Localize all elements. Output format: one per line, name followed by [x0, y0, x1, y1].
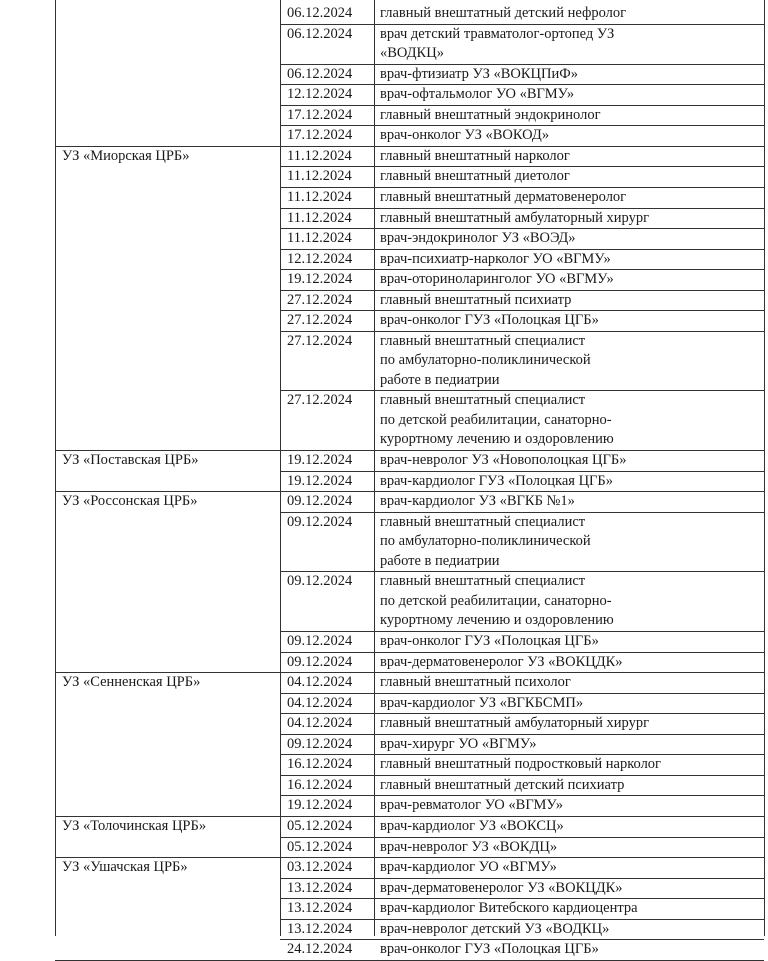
specialist-cell — [380, 472, 613, 492]
visit-date: 04.12.2024 — [287, 694, 353, 711]
specialist-line: врач-дерматовенеролог УЗ «ВОКЦДК» — [380, 879, 623, 896]
specialist-cell — [380, 65, 578, 85]
specialist-cell — [380, 188, 626, 208]
specialist-line: врач-кардиолог УЗ «ВГКБСМП» — [380, 694, 584, 711]
specialist-cell — [380, 332, 591, 391]
visit-date: 11.12.2024 — [287, 147, 352, 164]
specialist-cell — [380, 735, 536, 755]
visit-date: 16.12.2024 — [287, 756, 353, 773]
specialist-cell — [380, 653, 623, 673]
specialist-cell — [380, 632, 599, 652]
specialist-line: главный внештатный специалист — [380, 332, 586, 349]
specialist-cell — [380, 755, 661, 775]
specialist-line: врач-оториноларинголог УО «ВГМУ» — [380, 271, 614, 288]
visit-date: 09.12.2024 — [287, 513, 353, 530]
specialist-line: работе в педиатрии — [380, 552, 500, 569]
specialist-line: врач-кардиолог Витебского кардиоцентра — [380, 900, 638, 917]
specialist-cell — [380, 513, 591, 572]
institution-cell: УЗ «Ушачская ЦРБ» — [62, 859, 188, 876]
visit-date: 27.12.2024 — [287, 332, 353, 349]
visit-date: 06.12.2024 — [287, 5, 353, 21]
specialist-line: главный внештатный специалист — [380, 392, 586, 409]
visit-date: 19.12.2024 — [287, 452, 353, 469]
visit-date: 13.12.2024 — [287, 900, 353, 917]
visit-date: 09.12.2024 — [287, 573, 353, 590]
visit-date: 06.12.2024 — [287, 25, 353, 42]
visit-date: 11.12.2024 — [287, 209, 352, 226]
visit-date: 11.12.2024 — [287, 230, 352, 247]
specialist-cell — [380, 817, 564, 837]
institution-cell: УЗ «Толочинская ЦРБ» — [62, 818, 207, 834]
specialist-cell — [380, 776, 624, 796]
specialist-line: «ВОДКЦ» — [380, 45, 444, 62]
specialist-cell — [380, 838, 557, 858]
specialist-line: по детской реабилитации, санаторно- — [380, 592, 612, 609]
specialist-cell — [380, 229, 575, 249]
specialist-line: работе в педиатрии — [380, 371, 500, 388]
visit-date: 09.12.2024 — [287, 653, 353, 670]
institution-cell: УЗ «Поставская ЦРБ» — [62, 452, 199, 469]
specialist-line: главный внештатный эндокринолог — [380, 106, 601, 123]
specialist-line: врач-эндокринолог УЗ «ВОЭД» — [380, 230, 576, 247]
specialist-cell — [380, 147, 570, 167]
specialist-line: главный внештатный психиатр — [380, 291, 572, 308]
specialist-cell — [380, 85, 574, 105]
visit-date: 09.12.2024 — [287, 493, 353, 510]
specialist-line: врач детский травматолог-ортопед УЗ — [380, 25, 615, 42]
visit-date: 12.12.2024 — [287, 250, 353, 267]
specialist-line: главный внештатный амбулаторный хирург — [380, 715, 650, 732]
specialist-cell — [380, 4, 626, 24]
specialist-line: врач-фтизиатр УЗ «ВОКЦПиФ» — [380, 65, 578, 82]
specialist-cell — [380, 694, 583, 714]
specialist-line: врач-онколог ГУЗ «Полоцкая ЦГБ» — [380, 312, 599, 329]
specialist-line: главный внештатный психолог — [380, 674, 571, 691]
visit-date: 04.12.2024 — [287, 715, 353, 732]
specialist-line: главный внештатный нарколог — [380, 147, 570, 164]
visit-date: 19.12.2024 — [287, 472, 353, 489]
specialist-line: врач-офтальмолог УО «ВГМУ» — [380, 86, 575, 103]
visit-date: 05.12.2024 — [287, 838, 353, 855]
visit-date: 13.12.2024 — [287, 920, 353, 937]
visit-date: 17.12.2024 — [287, 106, 353, 123]
specialist-cell — [380, 311, 599, 331]
visit-date: 27.12.2024 — [287, 392, 353, 409]
specialist-line: по детской реабилитации, санаторно- — [380, 411, 612, 428]
specialist-cell — [380, 796, 563, 816]
visit-date: 27.12.2024 — [287, 312, 353, 329]
specialist-line: главный внештатный специалист — [380, 573, 586, 590]
visit-date: 06.12.2024 — [287, 65, 353, 82]
visit-date: 19.12.2024 — [287, 797, 353, 814]
specialist-cell — [380, 879, 623, 899]
specialist-line: врач-кардиолог УЗ «ВГКБ №1» — [380, 493, 575, 510]
specialist-cell — [380, 167, 570, 187]
specialist-cell — [380, 250, 611, 270]
visit-date: 19.12.2024 — [287, 271, 353, 288]
institution-cell: УЗ «Миорская ЦРБ» — [62, 147, 190, 164]
visit-date: 05.12.2024 — [287, 818, 353, 834]
specialist-cell — [380, 209, 649, 229]
column-divider — [374, 0, 375, 936]
specialist-cell — [380, 270, 614, 290]
specialist-line: главный внештатный диетолог — [380, 168, 570, 185]
visit-date: 03.12.2024 — [287, 859, 353, 876]
specialist-cell — [380, 673, 571, 693]
specialist-line: врач-онколог ГУЗ «Полоцкая ЦГБ» — [380, 941, 599, 958]
specialist-line: врач-онколог УЗ «ВОКОД» — [380, 127, 550, 144]
specialist-line: врач-хирург УО «ВГМУ» — [380, 735, 537, 752]
visit-date: 09.12.2024 — [287, 735, 353, 752]
visit-date: 11.12.2024 — [287, 188, 352, 205]
specialist-line: врач-психиатр-нарколог УО «ВГМУ» — [380, 250, 611, 267]
institution-cell: УЗ «Сенненская ЦРБ» — [62, 674, 201, 691]
visit-date: 17.12.2024 — [287, 127, 353, 144]
specialist-cell — [380, 714, 649, 734]
specialist-cell — [380, 940, 599, 960]
specialist-line: главный внештатный дерматовенеролог — [380, 188, 627, 205]
specialist-line: главный внештатный подростковый нарколог — [380, 756, 662, 773]
specialist-line: врач-кардиолог ГУЗ «Полоцкая ЦГБ» — [380, 472, 614, 489]
visit-date: 24.12.2024 — [287, 941, 353, 958]
specialist-line: курортному лечению и оздоровлению — [380, 431, 614, 448]
specialist-line: главный внештатный специалист — [380, 513, 586, 530]
specialist-line: врач-онколог ГУЗ «Полоцкая ЦГБ» — [380, 633, 599, 650]
institution-cell: УЗ «Россонская ЦРБ» — [62, 493, 198, 510]
visit-date: 09.12.2024 — [287, 633, 353, 650]
column-divider — [764, 0, 765, 936]
specialist-line: главный внештатный амбулаторный хирург — [380, 209, 650, 226]
specialist-line: по амбулаторно-поликлинической — [380, 352, 591, 369]
specialist-cell — [380, 572, 614, 631]
specialist-line: главный внештатный детский нефролог — [380, 5, 627, 21]
visit-date: 27.12.2024 — [287, 291, 353, 308]
specialist-line: врач-кардиолог УЗ «ВОКСЦ» — [380, 818, 564, 834]
visit-date: 13.12.2024 — [287, 879, 353, 896]
visit-date: 11.12.2024 — [287, 168, 352, 185]
specialist-cell — [380, 920, 609, 940]
visit-date: 12.12.2024 — [287, 86, 353, 103]
specialist-cell — [380, 126, 549, 146]
specialist-cell — [380, 391, 614, 450]
visit-date: 16.12.2024 — [287, 776, 353, 793]
specialist-line: по амбулаторно-поликлинической — [380, 533, 591, 550]
specialist-line: курортному лечению и оздоровлению — [380, 612, 614, 629]
specialist-cell — [380, 25, 614, 64]
column-divider — [280, 0, 281, 936]
specialist-line: врач-невролог УЗ «ВОКДЦ» — [380, 838, 558, 855]
specialist-line: врач-кардиолог УО «ВГМУ» — [380, 859, 557, 876]
visit-date: 04.12.2024 — [287, 674, 353, 691]
specialist-cell — [380, 291, 571, 311]
specialist-line: врач-дерматовенеролог УЗ «ВОКЦДК» — [380, 653, 623, 670]
specialist-line: главный внештатный детский психиатр — [380, 776, 625, 793]
column-divider — [55, 0, 56, 936]
specialist-cell — [380, 899, 638, 919]
specialist-line: врач-невролог УЗ «Новополоцкая ЦГБ» — [380, 452, 627, 469]
specialist-line: врач-невролог детский УЗ «ВОДКЦ» — [380, 920, 610, 937]
specialist-cell — [380, 858, 557, 878]
specialist-cell — [380, 451, 626, 471]
specialist-cell — [380, 106, 601, 126]
specialist-line: врач-ревматолог УО «ВГМУ» — [380, 797, 564, 814]
specialist-cell — [380, 492, 575, 512]
